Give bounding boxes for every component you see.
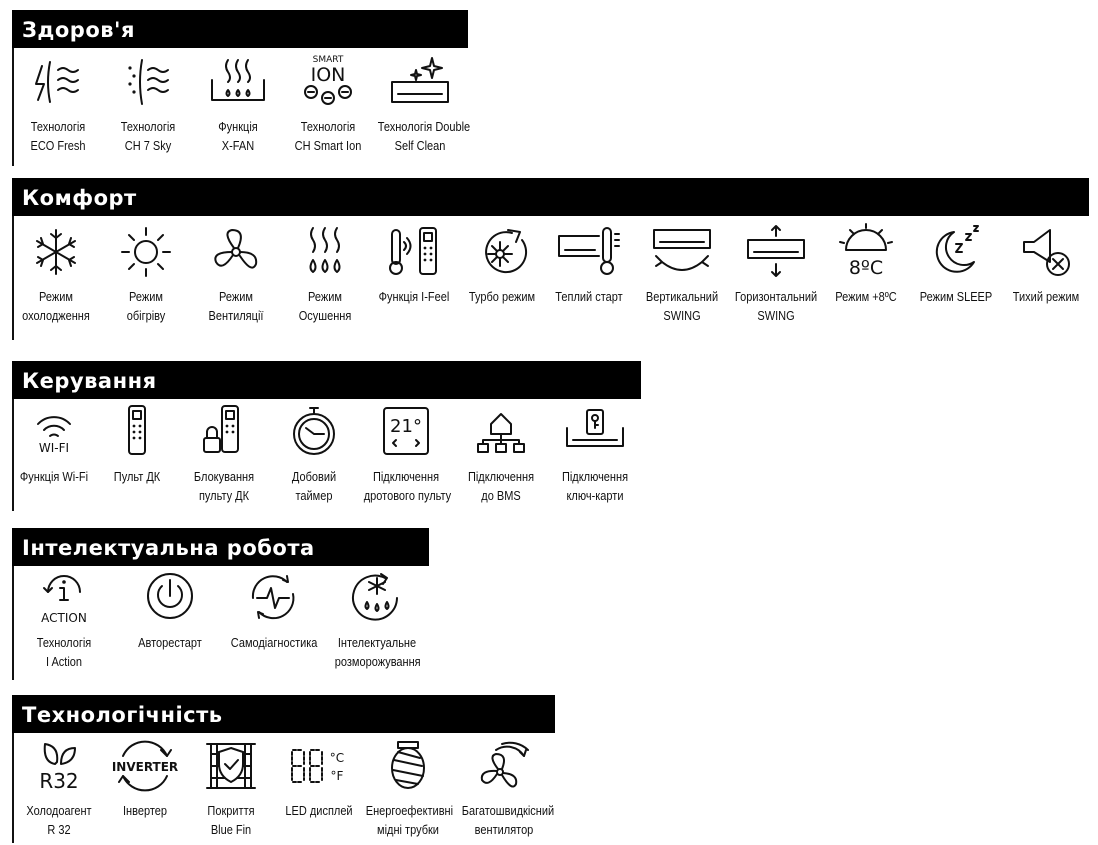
feature-label: Функція — [218, 120, 258, 134]
feature-label: дротового пульту — [363, 489, 452, 503]
feature-item — [360, 736, 456, 840]
inverter-icon — [97, 736, 193, 796]
remote-icon — [89, 402, 185, 462]
feature-item — [271, 736, 367, 821]
horizontal-swing-icon — [728, 222, 824, 282]
power-icon — [122, 568, 218, 628]
feature-item — [453, 402, 549, 506]
xfan-icon — [190, 52, 286, 112]
feature-label: Self Clean — [394, 139, 446, 153]
bms-icon — [453, 402, 549, 462]
section-title-comfort: Комфорт — [12, 178, 1089, 216]
feature-label: SWING — [757, 309, 795, 323]
feature-label: охолодження — [22, 309, 90, 323]
feature-label: Інвертер — [123, 804, 167, 818]
feature-label: Функція Wi-Fi — [19, 470, 89, 484]
feature-item — [190, 52, 286, 156]
ch7sky-icon — [100, 52, 196, 112]
feature-item — [634, 222, 730, 326]
wifi-icon-text: WI-FI — [38, 441, 70, 455]
defrost-icon — [329, 568, 425, 628]
feature-label: до BMS — [481, 489, 521, 503]
wifi-icon — [6, 402, 102, 462]
remote-lock-icon — [176, 402, 272, 462]
feature-label: Добовий — [291, 470, 337, 484]
feature-label: Blue Fin — [210, 823, 252, 837]
section-title-control: Керування — [12, 361, 641, 399]
inverter-icon-text: INVERTER — [111, 760, 179, 774]
feature-item — [266, 402, 362, 506]
feature-label: SWING — [663, 309, 701, 323]
feature-label: Технологія — [300, 120, 356, 134]
feature-label: пульту ДК — [198, 489, 250, 503]
feature-label: R 32 — [47, 823, 71, 837]
feature-label: Покриття — [207, 804, 255, 818]
vertical-swing-icon — [634, 222, 730, 282]
double-self-clean-icon — [372, 52, 468, 112]
feature-label: Горизонтальний — [734, 290, 818, 304]
feature-label: Пульт ДК — [113, 470, 161, 484]
section-title-smart: Інтелектуальна робота — [12, 528, 429, 566]
feature-label: Режим SLEEP — [919, 290, 993, 304]
feature-item — [280, 52, 376, 156]
feature-label: Тихий режим — [1012, 290, 1080, 304]
eco-fresh-icon — [10, 52, 106, 112]
smart-ion-icon-text: SMART — [312, 55, 344, 65]
feature-label: розморожування — [334, 655, 421, 669]
feature-label: обігріву — [126, 309, 166, 323]
feature-label: Режим — [219, 290, 253, 304]
feature-label: Авторестарт — [138, 636, 202, 650]
feature-item — [225, 568, 321, 653]
r32-icon-text: R32 — [39, 769, 79, 793]
plus8-icon-text: 8ºC — [848, 257, 884, 279]
feature-label: таймер — [295, 489, 333, 503]
feature-label: Режим — [129, 290, 163, 304]
feature-item — [818, 222, 914, 307]
plus8-icon — [818, 222, 914, 282]
section-title-technology: Технологічність — [12, 695, 555, 733]
led-display-icon-text: °F — [330, 769, 344, 783]
feature-label: Вентиляції — [208, 309, 264, 323]
feature-label: вентилятор — [474, 823, 534, 837]
feature-label: I Action — [45, 655, 83, 669]
feature-label: Підключення — [372, 470, 440, 484]
feature-label: Режим — [39, 290, 73, 304]
feature-label: Технологія Double — [377, 120, 471, 134]
feature-label: CH 7 Sky — [124, 139, 172, 153]
feature-label: мідні трубки — [377, 823, 439, 837]
feature-item — [11, 736, 107, 840]
diagnostics-icon — [225, 568, 321, 628]
feature-label: ECO Fresh — [30, 139, 86, 153]
sun-icon — [98, 222, 194, 282]
feature-label: Режим — [308, 290, 342, 304]
smart-ion-icon-text: ION — [310, 64, 346, 86]
led-display-icon-text: °C — [329, 751, 345, 765]
feature-item — [547, 402, 643, 506]
feature-item — [16, 568, 112, 672]
timer-icon — [266, 402, 362, 462]
feature-item — [122, 568, 218, 653]
snowflake-icon — [8, 222, 104, 282]
feature-item — [98, 222, 194, 326]
multi-speed-fan-icon — [456, 736, 552, 796]
wired-controller-icon-text: 21° — [390, 416, 422, 437]
warm-start-icon — [541, 222, 637, 282]
section-guide-line — [12, 566, 14, 680]
feature-label: X-FAN — [221, 139, 255, 153]
feature-label: Енергоефективні — [365, 804, 454, 818]
feature-label: Технологія — [120, 120, 176, 134]
feature-label: Підключення — [467, 470, 535, 484]
i-action-icon — [16, 568, 112, 628]
feature-item — [358, 402, 454, 506]
copper-tubes-icon — [360, 736, 456, 796]
i-action-icon-text: ACTION — [41, 611, 87, 625]
feature-label: Холодоагент — [26, 804, 92, 818]
feature-item — [329, 568, 425, 672]
feature-label: ключ-карти — [566, 489, 624, 503]
feature-item — [454, 222, 550, 307]
feature-label: CH Smart Ion — [294, 139, 362, 153]
feature-item — [728, 222, 824, 326]
feature-label: Функція I-Feel — [378, 290, 450, 304]
section-title-health: Здоров'я — [12, 10, 468, 48]
wired-controller-icon — [358, 402, 454, 462]
feature-label: Теплий старт — [555, 290, 623, 304]
r32-icon — [11, 736, 107, 796]
feature-item — [372, 52, 471, 156]
feature-item — [366, 222, 462, 307]
feature-item — [998, 222, 1094, 307]
feature-item — [176, 402, 272, 506]
blue-fin-icon — [183, 736, 279, 796]
feature-item — [277, 222, 373, 326]
quiet-icon — [998, 222, 1094, 282]
feature-item — [183, 736, 279, 840]
feature-label: Технологія — [30, 120, 86, 134]
fan-icon — [188, 222, 284, 282]
feature-label: Осушення — [298, 309, 352, 323]
feature-item — [10, 52, 106, 156]
feature-label: Підключення — [561, 470, 629, 484]
feature-label: Інтелектуальне — [337, 636, 417, 650]
feature-item — [8, 222, 104, 326]
key-card-icon — [547, 402, 643, 462]
feature-item — [100, 52, 196, 156]
feature-item — [188, 222, 284, 326]
feature-label: Режим +8ºC — [835, 290, 897, 304]
feature-item — [456, 736, 555, 840]
feature-label: Багатошвидкісний — [461, 804, 555, 818]
feature-item — [908, 222, 1004, 307]
feature-item — [97, 736, 193, 821]
feature-item — [89, 402, 185, 487]
feature-label: LED дисплей — [285, 804, 353, 818]
feature-label: Технологія — [36, 636, 92, 650]
turbo-icon — [454, 222, 550, 282]
feature-item — [541, 222, 637, 307]
led-display-icon — [271, 736, 367, 796]
sleep-icon — [908, 222, 1004, 282]
feature-label: Турбо режим — [468, 290, 536, 304]
feature-label: Самодіагностика — [230, 636, 318, 650]
drops-icon — [277, 222, 373, 282]
feature-item — [6, 402, 102, 487]
smart-ion-icon — [280, 52, 376, 112]
feature-label: Блокування — [193, 470, 255, 484]
i-feel-icon — [366, 222, 462, 282]
feature-label: Вертикальний — [645, 290, 719, 304]
